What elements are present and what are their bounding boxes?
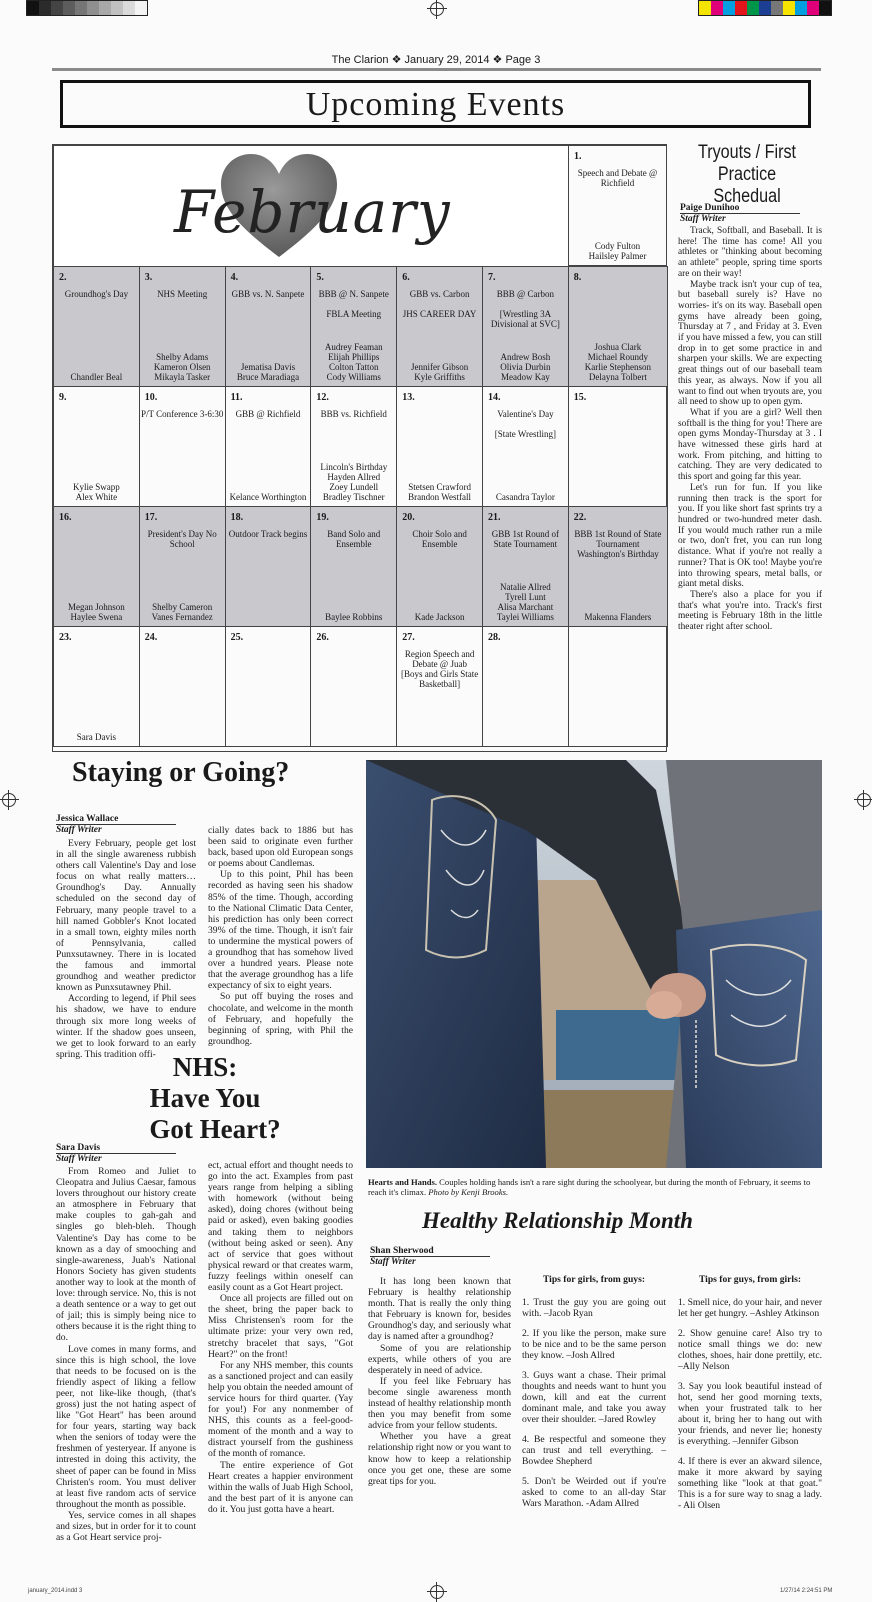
byline-role: Staff Writer (370, 1257, 416, 1267)
couple-holding-hands-image (366, 760, 822, 1168)
birthday-names (226, 492, 311, 502)
tip-item: 4. If there is ever an akward silence, make it more akward by saying something like "look at that goat." This is a for sure way to snag a lady. - Ali Olsen (678, 1456, 822, 1511)
nhs-column-1 (56, 1166, 196, 1543)
day-number: 20. (402, 512, 415, 523)
calendar-event: [Wrestling 3A Divisional at SVC] (490, 309, 560, 329)
calendar-event: GBB 1st Round of State Tournament (491, 529, 560, 549)
paragraph: According to legend, if Phil sees his shadow, we have to endure through six more long weeks of winter. If the shadow goes unseen, we get to look forward to an early spring. This tradition offi- (56, 993, 196, 1060)
day-number: 22. (573, 512, 587, 523)
tryouts-article-body (678, 226, 822, 633)
birthday-names (569, 612, 667, 622)
birthday-name: Elijah Phillips (328, 352, 380, 362)
birthday-name: Lincoln's Birthday (320, 462, 388, 472)
registration-mark-right (857, 793, 871, 807)
birthday-name: Bradley Tischner (322, 492, 385, 502)
birthday-names (54, 732, 139, 742)
birthday-name: Casandra Taylor (495, 492, 555, 502)
paragraph: Let's run for fun. If you like running then track is the sport for you. If you like short fast sprints try a hundred or two-hundred meter dash. If you would much rather run a mile or two, don't fret, you can run long distance. What if you're not really a runner? That is OK too! Maybe you're into throwing spears, metal balls, or giant metal disks. (678, 482, 822, 590)
tryouts-title-line-2: Practice Schedual (713, 164, 781, 207)
calendar-day (568, 626, 668, 747)
calendar-day (225, 266, 312, 387)
calendar-event: GBB vs. N. Sanpete (231, 289, 305, 299)
hands-photo (366, 760, 822, 1168)
birthday-name: Joshua Clark (594, 342, 642, 352)
birthday-name: Alisa Marchant (497, 602, 554, 612)
paragraph: Maybe track isn't your cup of tea, but baseball surely is? Have no worries- it's on its way. Baseball open gyms have already been going, Thursday at 7 , and Friday at 3. Even if you have missed a few, you can still drop in to get some practice in and sharpen your skills. We are expecting great things out of our baseball team this year, as always. Now if you all want to find out when tryouts are, you all need to show up to open gym. (678, 279, 822, 408)
calendar-event: [Boys and Girls State Basketball] (400, 669, 479, 689)
birthday-name: Alex White (75, 492, 118, 502)
tips-guys-list (678, 1297, 822, 1511)
birthday-names (569, 342, 667, 382)
day-number: 21. (488, 512, 501, 523)
birthday-name: Shelby Cameron (152, 602, 213, 612)
month-name: February (174, 178, 451, 246)
calendar-event: BBB @ N. Sanpete (318, 289, 389, 299)
calendar-day (225, 626, 312, 747)
day-number: 1. (574, 151, 582, 162)
calendar-day (482, 266, 569, 387)
calendar-day (310, 626, 397, 747)
calendar-day (139, 386, 226, 507)
birthday-names (483, 492, 568, 502)
calendar-event: P/T Conference 3-6:30 (141, 409, 224, 419)
birthday-name: Vanes Fernandez (151, 612, 213, 622)
birthday-names (54, 482, 139, 502)
birthday-name: Natalie Allred (500, 582, 551, 592)
day-number: 12. (316, 392, 329, 403)
photo-caption (368, 1177, 822, 1197)
calendar-day (225, 506, 312, 627)
paragraph: Once all projects are filled out on the sheet, bring the paper back to Miss Christensen's room for the ultimate prize: your very own red, stretchy bracelet that says, "Got Heart?" on the front! (208, 1293, 353, 1360)
nhs-headline-line-1: NHS: (172, 1052, 238, 1082)
birthday-name: Jennifer Gibson (410, 362, 469, 372)
calendar-event: FBLA Meeting (326, 309, 382, 319)
footer-date: 1/27/14 2:24:51 PM (780, 1588, 833, 1594)
caption-credit: Photo by Kenji Brooks. (428, 1187, 509, 1197)
birthday-name: Michael Roundy (587, 352, 649, 362)
birthday-names (569, 241, 666, 261)
calendar-day (568, 506, 668, 627)
calendar-day (568, 386, 668, 507)
birthday-names (397, 482, 482, 502)
birthday-name: Tyrell Lunt (505, 592, 546, 602)
day-number: 18. (230, 512, 244, 523)
tips-guys-heading: Tips for guys, from girls: (698, 1274, 802, 1285)
paragraph: ect, actual effort and thought needs to go into the act. Examples from past years range from helping a sibling with homework (without being asked), doing chores (without being paid or asked), even baking goodies and taking them to neighbors (without being asked or seen). Any act of service that goes without physical reward or that creates warm, fuzzy feelings within oneself can easily count as a Got Heart project. (208, 1160, 353, 1294)
paragraph: What if you are a girl? Well then softball is the thing for you! There are open gyms Monday-Thursday at 3 . I have witnessed these girls hard at work. From pitching, and hitting to catching. They are very dedicated to this sport and going far this year. (678, 407, 822, 483)
birthday-name: Delayna Tolbert (588, 372, 647, 382)
calendar-day (396, 506, 483, 627)
day-number: 10. (144, 392, 158, 403)
tip-item: 3. Guys want a chase. Their primal thoughts and needs want to hunt you down, kill and eat the current dominant male, and take you away over their shoulder. –Jared Rowley (522, 1370, 666, 1425)
calendar-day (396, 626, 483, 747)
birthday-names (397, 612, 482, 622)
registration-mark-top (430, 2, 444, 16)
tryouts-title-line-1: Tryouts / First (697, 142, 797, 163)
calendar-day (310, 266, 397, 387)
calendar-event: GBB vs. Carbon (409, 289, 470, 299)
birthday-name: Mikayla Tasker (154, 372, 211, 382)
calendar-day (482, 506, 569, 627)
birthday-name: Haylee Swena (70, 612, 123, 622)
birthday-name: Hayden Allred (327, 472, 381, 482)
caption-text: Couples holding hands isn't a rare sight during the schoolyear, but during the month of February, it seems to reach it's climax. (368, 1177, 811, 1197)
birthday-name: Cody Fulton (594, 241, 641, 251)
birthday-name: Baylee Robbins (325, 612, 383, 622)
healthy-headline: Healthy Relationship Month (422, 1208, 693, 1233)
calendar-event: Valentine's Day (497, 409, 554, 419)
calendar-day (310, 386, 397, 507)
day-number: 15. (573, 392, 587, 403)
day-number: 16. (59, 512, 72, 523)
birthday-names (54, 602, 139, 622)
byline-author: Shan Sherwood (370, 1246, 434, 1256)
birthday-name: Zoey Lundell (329, 482, 379, 492)
tip-item: 4. Be respectful and someone they can trust and tell everything. –Bowdee Shepherd (522, 1434, 666, 1467)
staying-headline: Staying or Going? (72, 757, 290, 788)
nhs-byline (56, 1143, 186, 1164)
calendar-event: Region Speech and Debate @ Juab (404, 649, 475, 669)
nhs-headline-line-2: Have You (149, 1083, 261, 1113)
birthday-names (311, 612, 396, 622)
day-number: 14. (488, 392, 501, 403)
calendar-event: JHS CAREER DAY (402, 309, 477, 319)
calendar-event: Band Solo and Ensemble (327, 529, 381, 549)
registration-mark-bottom (430, 1585, 444, 1599)
calendar-event: Speech and Debate @ Richfield (577, 168, 658, 188)
calendar-day (396, 386, 483, 507)
day-number: 24. (144, 632, 158, 643)
birthday-name: Makenna Flanders (584, 612, 652, 622)
paragraph: Track, Softball, and Baseball. It is here! The time has come! All you athletes or "thinking about becoming an athlete" people, spring time sports are on their way! (678, 226, 822, 279)
birthday-name: Taylei Williams (496, 612, 554, 622)
byline-author: Paige Dunihoo (680, 203, 740, 213)
paragraph: For any NHS member, this counts as a sanctioned project and can easily help you obtain the needed amount of service hours for third quarter. (Yay for you!) For any nonmember of NHS, this counts as a feel-good-moment of the month and a way to distract yourself from the gushiness of the month of romance. (208, 1359, 353, 1460)
birthday-names (397, 362, 482, 382)
calendar-event: BBB 1st Round of State Tournament (574, 529, 662, 549)
birthday-name: Megan Johnson (68, 602, 125, 612)
calendar-day (396, 266, 483, 387)
tips-girls-list (522, 1297, 666, 1509)
footer-file: january_2014.indd 3 (28, 1588, 83, 1594)
tip-item: 1. Smell nice, do your hair, and never let her get hungry. –Ashley Atkinson (678, 1297, 823, 1319)
birthday-name: Audrey Feaman (324, 342, 383, 352)
paragraph: There's also a place for you if that's what you're into. Track's first meeting is February 18th in the little theater right after school. (678, 589, 822, 633)
day-number: 7. (488, 272, 496, 283)
calendar-day (139, 266, 226, 387)
calendar-event: Washington's Birthday (577, 549, 659, 559)
birthday-name: Sara Davis (76, 732, 117, 742)
birthday-name: Karlie Stephenson (584, 362, 651, 372)
birthday-name: Kade Jackson (414, 612, 465, 622)
staying-column-2 (208, 825, 353, 1047)
birthday-names (140, 602, 225, 622)
day-number: 2. (59, 272, 67, 283)
nhs-column-2 (208, 1160, 353, 1515)
nhs-headline (110, 1052, 300, 1145)
birthday-name: Kelance Worthington (229, 492, 307, 502)
day-number: 27. (402, 632, 415, 643)
byline-author: Jessica Wallace (56, 814, 119, 824)
paragraph: If you feel like February has become single awareness month instead of healthy relationship month then you may benefit from some advice from your fellow students. (368, 1375, 511, 1432)
birthday-name: Kylie Swapp (73, 482, 120, 492)
paragraph: Whether you have a great relationship right now or you want to know how to keep a relationship once you get one, these are some great tips for you. (368, 1431, 511, 1487)
calendar-day (482, 386, 569, 507)
day-number: 11. (230, 392, 243, 403)
calendar-event: BBB vs. Richfield (320, 409, 387, 419)
day-number: 25. (230, 632, 244, 643)
birthday-names (54, 372, 139, 382)
day-number: 6. (402, 272, 410, 283)
birthday-names (140, 352, 225, 382)
byline-role: Staff Writer (56, 825, 102, 835)
header-rule (52, 68, 821, 71)
paragraph: Yes, service comes in all shapes and sizes, but in order for it to count as a Got Heart service proj- (56, 1509, 196, 1544)
day-number: 23. (59, 632, 72, 643)
registration-mark-left (2, 793, 16, 807)
birthday-name: Olivia Durbin (500, 362, 551, 372)
color-swatch (698, 0, 832, 16)
calendar-day (139, 626, 226, 747)
tip-item: 1. Trust the guy you are going out with. –Jacob Ryan (522, 1297, 666, 1319)
paragraph: It has long been known that February is healthy relationship month. That is really the only thing that February is known for, besides Groundhog's day, and seriously what day is named after a groundhog? (368, 1276, 511, 1343)
day-number: 13. (402, 392, 415, 403)
calendar-day (225, 386, 312, 507)
day-number: 3. (144, 272, 153, 283)
birthday-name: Andrew Bosh (500, 352, 551, 362)
healthy-column-1 (368, 1276, 511, 1487)
calendar-event: [State Wrestling] (494, 429, 556, 439)
healthy-byline (370, 1246, 500, 1267)
paragraph: The entire experience of Got Heart creates a happier environment within the walls of Juab High School, and the best part of it is anyone can do it. You just gotta have a heart. (208, 1459, 353, 1515)
birthday-name: Colton Tatton (329, 362, 379, 372)
birthday-name: Shelby Adams (156, 352, 209, 362)
calendar-event: Choir Solo and Ensemble (412, 529, 467, 549)
calendar (52, 144, 667, 752)
grayscale-swatch (26, 0, 148, 16)
tryouts-byline (680, 203, 810, 224)
birthday-names (311, 342, 396, 382)
calendar-day (310, 506, 397, 627)
calendar-day (53, 266, 140, 387)
birthday-name: Kyle Griffiths (414, 372, 465, 382)
calendar-day (53, 386, 140, 507)
paragraph: So put off buying the roses and chocolate, and welcome in the month of February, and hopefully the beginning of spring, with Phil the groundhog. (208, 991, 353, 1047)
calendar-day (568, 145, 667, 266)
page-header: The Clarion ❖ January 29, 2014 ❖ Page 3 (331, 54, 541, 66)
calendar-day (139, 506, 226, 627)
page-title: Upcoming Events (60, 80, 811, 128)
calendar-event: President's Day No School (147, 529, 217, 549)
tip-item: 2. If you like the person, make sure to be nice and to be the same person they know. –Josh Allred (522, 1328, 666, 1361)
birthday-name: Brandon Westfall (408, 492, 472, 502)
paragraph: Some of you are relationship experts, while others of you are desperately in need of advice. (368, 1342, 511, 1376)
month-banner (53, 145, 569, 267)
birthday-name: Meadow Kay (501, 372, 550, 382)
birthday-name: Hailsley Palmer (588, 251, 647, 261)
calendar-event: Outdoor Track begins (228, 529, 308, 539)
calendar-day (53, 626, 140, 747)
calendar-event: NHS Meeting (157, 289, 208, 299)
calendar-event: Groundhog's Day (64, 289, 129, 299)
paragraph: Up to this point, Phil has been recorded as having seen his shadow 85% of the time. Though, according to the National Climatic Data Center, his prediction has only been correct 39% of the time. Though, it isn't fair to undermine the mystical powers of a groundhog that has somehow lived over a hundred years. Please note that the average groundhog has a life expectancy of six to eight years. (208, 869, 353, 992)
tip-item: 5. Don't be Weirded out if you're asked to come to an all-day Star Wars Marathon. -Adam Allred (522, 1476, 666, 1509)
paragraph: From Romeo and Juliet to Cleopatra and Julius Caesar, famous lovers throughout our history create an atmosphere in February that make couples to gah-gah and singles go bleh-bleh. Though Valentine's Day has come to be known as a day of smooching and single-awareness, Juab's National Honors Society has given students another way to look at the month of love: through service. No, this is not a death sentence or a way to get out of jail; this is simply being nice to others because it is the right thing to do. (56, 1166, 196, 1344)
day-number: 28. (488, 632, 501, 643)
staying-column-1 (56, 838, 196, 1060)
day-number: 19. (316, 512, 329, 523)
byline-role: Staff Writer (680, 214, 726, 224)
paragraph: Every February, people get lost in all the single awareness rubbish others call Valentine's Day and lose focus on what really matters… Groundhog's Day. Annually scheduled on the second day of February, many people travel to a hill named Gobbler's Knot located in a small town, eighty miles north of Pennsylvania, called Punxsutawney. There in is located the famous and immortal groundhog and weather predictor known as Punxsutawney Phil. (56, 838, 196, 994)
birthday-name: Kameron Olsen (153, 362, 211, 372)
day-number: 5. (316, 272, 324, 283)
byline-role: Staff Writer (56, 1154, 102, 1164)
calendar-day (53, 506, 140, 627)
tip-item: 2. Show genuine care! Also try to notice small things we do: new clothes, shoes, hair done prettily, etc. –Ally Nelson (678, 1328, 822, 1372)
tips-for-girls (522, 1274, 666, 1518)
staying-byline (56, 814, 186, 835)
tips-for-guys (678, 1274, 822, 1520)
birthday-names (483, 352, 568, 382)
calendar-day (482, 626, 569, 747)
calendar-event: BBB @ Carbon (496, 289, 555, 299)
birthday-name: Bruce Maradiaga (236, 372, 300, 382)
nhs-headline-line-3: Got Heart? (149, 1114, 281, 1144)
birthday-name: Jematisa Davis (240, 362, 296, 372)
day-number: 9. (59, 392, 67, 403)
birthday-name: Cody Williams (326, 372, 381, 382)
day-number: 26. (316, 632, 329, 643)
birthday-names (226, 362, 311, 382)
birthday-name: Stetsen Crawford (408, 482, 471, 492)
byline-author: Sara Davis (56, 1143, 101, 1153)
tips-girls-heading: Tips for girls, from guys: (542, 1274, 646, 1285)
calendar-day (568, 266, 668, 387)
day-number: 4. (230, 272, 239, 283)
birthday-names (311, 462, 396, 502)
tip-item: 3. Say you look beautiful instead of hot, send her good morning texts, when your frustrated talk to her about it, bring her to hang out with your friends, and never lie; honesty is everything. –Jennifer Gibson (678, 1381, 822, 1447)
paragraph: cially dates back to 1886 but has been said to originate even further back, based upon old European songs or poems about Candlemas. (208, 825, 353, 870)
birthday-names (483, 582, 568, 622)
paragraph: Love comes in many forms, and since this is high school, the love that needs to be focused on is the friendly aspect of liking a fellow peer, not like-like though, (that's gross) just the not hating aspect of like "Got Heart" has been around for four years, starting way back when the seniors of today were the freshmen of yesteryear. If anyone is intrested in doing this activity, the sheet of paper can be found in Miss Christen's room. You must deliver at least five random acts of service throughout the month as possible. (56, 1343, 196, 1510)
birthday-name: Chandler Beal (70, 372, 123, 382)
tryouts-title (683, 142, 811, 208)
caption-title: Hearts and Hands. (368, 1177, 438, 1187)
day-number: 8. (573, 272, 582, 283)
calendar-event: GBB @ Richfield (235, 409, 301, 419)
day-number: 17. (144, 512, 158, 523)
